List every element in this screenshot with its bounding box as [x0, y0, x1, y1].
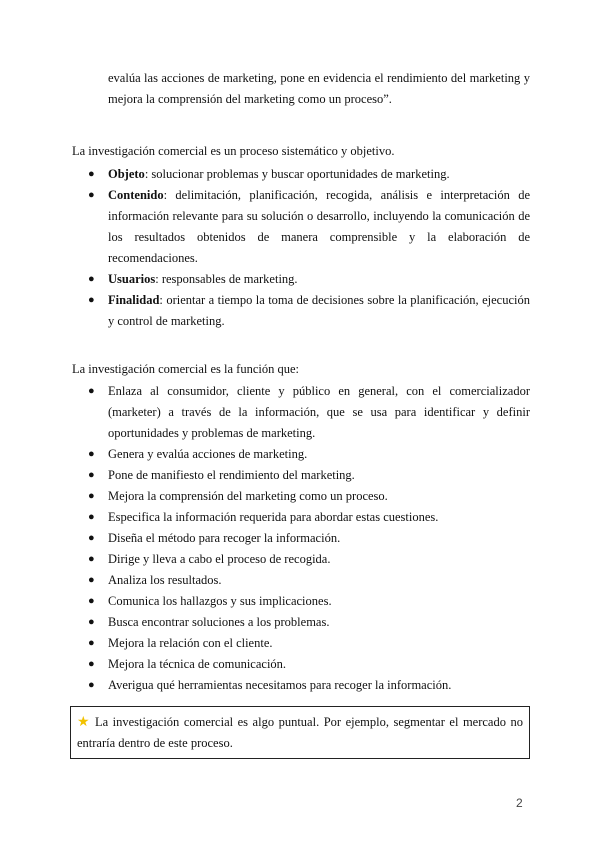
paragraph-definition: La investigación comercial es un proceso sistemático y objetivo. — [72, 144, 395, 158]
list-item-text: : solucionar problemas y buscar oportunidades de marketing. — [144, 167, 450, 181]
list-item-text: Comunica los hallazgos y sus implicaciones. — [108, 594, 332, 608]
page-number: 2 — [516, 796, 523, 810]
characteristics-list — [72, 164, 530, 332]
list-item — [72, 612, 530, 633]
list-item — [72, 290, 530, 332]
list-item — [72, 381, 530, 444]
list-item — [72, 269, 530, 290]
list-item-text: : delimitación, planificación, recogida, análisis e interpretación de información relevante para su solución o desarrollo, incluyendo la comunicación de los resultados obtenidos de manera comprensible y la elaboración de recomendaciones. — [108, 188, 530, 265]
list-item — [72, 444, 530, 465]
list-item — [72, 164, 530, 185]
bullet-icon: ● — [88, 448, 95, 460]
list-item — [72, 185, 530, 269]
quote-continuation: evalúa las acciones de marketing, pone en evidencia el rendimiento del marketing y mejora la comprensión del marketing como un proceso”. — [108, 71, 530, 106]
list-item — [72, 675, 530, 696]
note-text: La investigación comercial es algo puntual. Por ejemplo, segmentar el mercado no entraría dentro de este proceso. — [77, 715, 523, 750]
list-item-term: Contenido — [108, 188, 164, 202]
bullet-icon: ● — [88, 637, 95, 649]
bullet-icon: ● — [88, 189, 95, 201]
list-item — [72, 486, 530, 507]
bullet-icon: ● — [88, 679, 95, 691]
bullet-icon: ● — [88, 595, 95, 607]
bullet-icon: ● — [88, 273, 95, 285]
list-item-text: Mejora la técnica de comunicación. — [108, 657, 287, 671]
list-item-text: Busca encontrar soluciones a los problemas. — [108, 615, 330, 629]
bullet-icon: ● — [88, 490, 95, 502]
bullet-icon: ● — [88, 574, 95, 586]
list-item — [72, 528, 530, 549]
bullet-icon: ● — [88, 385, 95, 397]
list-item-text: : responsables de marketing. — [155, 272, 298, 286]
list-item-text: Mejora la relación con el cliente. — [108, 636, 273, 650]
bullet-icon: ● — [88, 294, 95, 306]
bullet-icon: ● — [88, 553, 95, 565]
list-item-text: Mejora la comprensión del marketing como un proceso. — [108, 489, 388, 503]
bullet-icon: ● — [88, 658, 95, 670]
list-item-term: Usuarios — [108, 272, 156, 286]
list-item-text: Especifica la información requerida para abordar estas cuestiones. — [108, 510, 439, 524]
list-item — [72, 570, 530, 591]
bullet-icon: ● — [88, 511, 95, 523]
list-item-text: Diseña el método para recoger la información. — [108, 531, 341, 545]
bullet-icon: ● — [88, 168, 95, 180]
list-item — [72, 507, 530, 528]
list-item-text: Genera y evalúa acciones de marketing. — [108, 447, 308, 461]
list-item — [72, 465, 530, 486]
paragraph-function: La investigación comercial es la función que: — [72, 362, 299, 376]
list-item-term: Objeto — [108, 167, 145, 181]
list-item — [72, 549, 530, 570]
list-item-term: Finalidad — [108, 293, 160, 307]
functions-list — [72, 381, 530, 696]
list-item-text: : orientar a tiempo la toma de decisiones sobre la planificación, ejecución y control de marketing. — [108, 293, 530, 328]
list-item — [72, 654, 530, 675]
bullet-icon: ● — [88, 616, 95, 628]
star-icon: ★ — [77, 715, 91, 730]
list-item-text: Enlaza al consumidor, cliente y público en general, con el comercializador (marketer) a través de la información, que se usa para identificar y definir oportunidades y problemas de marketing. — [108, 384, 530, 440]
list-item — [72, 633, 530, 654]
bullet-icon: ● — [88, 532, 95, 544]
list-item-text: Averigua qué herramientas necesitamos para recoger la información. — [108, 678, 452, 692]
list-item-text: Dirige y lleva a cabo el proceso de recogida. — [108, 552, 331, 566]
list-item-text: Analiza los resultados. — [108, 573, 222, 587]
note-box — [70, 706, 530, 759]
bullet-icon: ● — [88, 469, 95, 481]
list-item-text: Pone de manifiesto el rendimiento del marketing. — [108, 468, 355, 482]
list-item — [72, 591, 530, 612]
